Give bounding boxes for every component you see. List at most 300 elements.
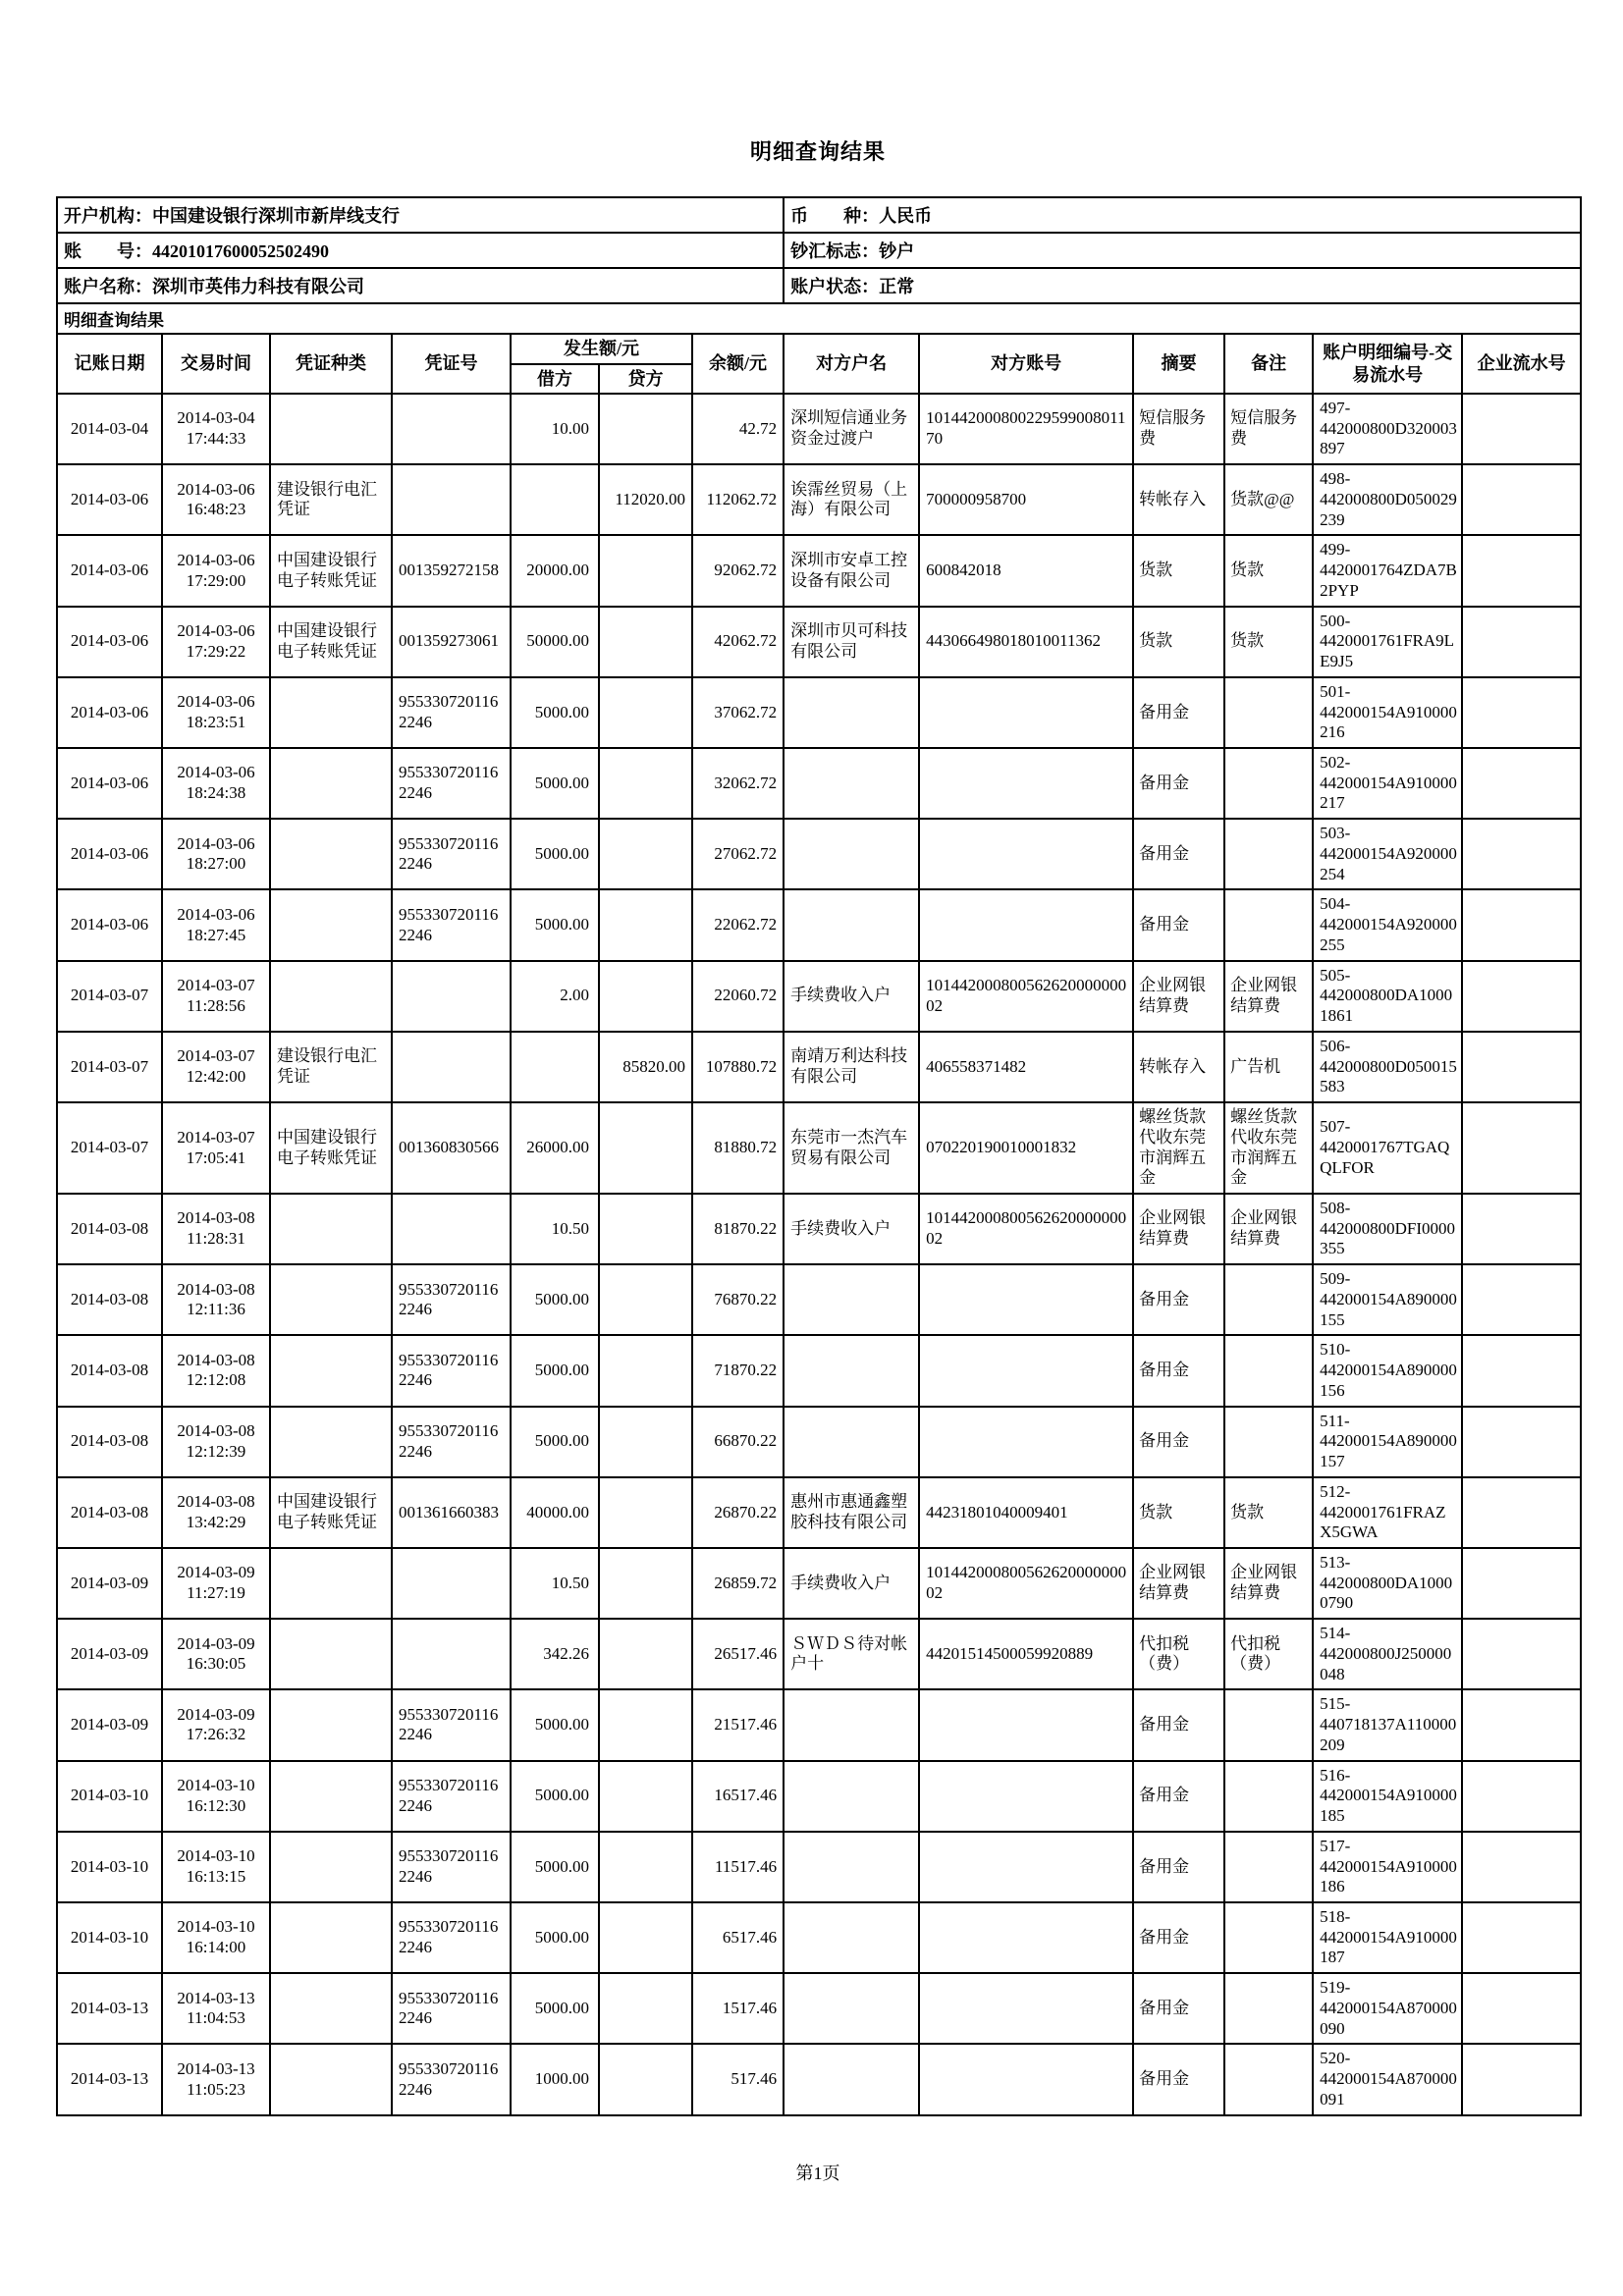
cell-enterprise_no [1462, 1973, 1581, 2044]
cell-date: 2014-03-08 [57, 1407, 162, 1477]
info-row [57, 268, 1581, 303]
cell-remark: 螺丝货款 代收东莞市润辉五金 [1224, 1102, 1313, 1194]
cell-enterprise_no [1462, 1102, 1581, 1194]
cell-detail_no: 516-442000154A910000185 [1313, 1761, 1462, 1832]
cell-enterprise_no [1462, 394, 1581, 464]
cell-enterprise_no [1462, 889, 1581, 960]
cell-debit: 5000.00 [511, 1335, 599, 1406]
cell-counterparty_account: 10144200080056262000000002 [919, 961, 1133, 1032]
cell-debit: 10.50 [511, 1548, 599, 1619]
cell-date: 2014-03-04 [57, 394, 162, 464]
cell-counterparty_account [919, 1832, 1133, 1902]
cell-credit [599, 1548, 692, 1619]
col-header-voucher-type: 凭证种类 [270, 334, 392, 394]
cell-remark [1224, 1264, 1313, 1335]
cell-voucher_no: 9553307201162246 [392, 819, 511, 889]
cell-detail_no: 518-442000154A910000187 [1313, 1902, 1462, 1973]
cell-voucher_no: 9553307201162246 [392, 1973, 511, 2044]
cell-date: 2014-03-13 [57, 1973, 162, 2044]
cell-time: 2014-03-04 17:44:33 [162, 394, 270, 464]
cell-credit [599, 1264, 692, 1335]
cell-counterparty_account: 44201514500059920889 [919, 1619, 1133, 1689]
cell-remark [1224, 819, 1313, 889]
col-header-detail-no: 账户明细编号-交易流水号 [1313, 334, 1462, 394]
cell-voucher_type [270, 677, 392, 748]
cell-summary: 备用金 [1133, 1407, 1224, 1477]
cell-voucher_type [270, 1335, 392, 1406]
cell-counterparty_name: 手续费收入户 [784, 1548, 919, 1619]
cell-date: 2014-03-10 [57, 1761, 162, 1832]
cell-detail_no: 508-442000800DFI0000355 [1313, 1194, 1462, 1264]
cell-detail_no: 513-442000800DA10000790 [1313, 1548, 1462, 1619]
cell-remark [1224, 889, 1313, 960]
cell-credit [599, 1335, 692, 1406]
account-info-section [57, 197, 1581, 394]
col-header-amount-group: 发生额/元 [511, 334, 692, 364]
cell-voucher_no: 9553307201162246 [392, 2044, 511, 2114]
cell-enterprise_no [1462, 1832, 1581, 1902]
col-header-debit: 借方 [511, 364, 599, 395]
cell-counterparty_name: 手续费收入户 [784, 961, 919, 1032]
cell-date: 2014-03-06 [57, 889, 162, 960]
page-title: 明细查询结果 [749, 139, 886, 164]
cell-enterprise_no [1462, 961, 1581, 1032]
cell-debit: 5000.00 [511, 819, 599, 889]
cell-time: 2014-03-07 12:42:00 [162, 1032, 270, 1102]
cell-voucher_type [270, 1194, 392, 1264]
cell-time: 2014-03-13 11:05:23 [162, 2044, 270, 2114]
cell-counterparty_account: 700000958700 [919, 464, 1133, 535]
cell-remark [1224, 1335, 1313, 1406]
cell-counterparty_account: 10144200080022959900801170 [919, 394, 1133, 464]
cell-debit: 40000.00 [511, 1477, 599, 1548]
cell-counterparty_account [919, 2044, 1133, 2114]
cell-summary: 企业网银结算费 [1133, 961, 1224, 1032]
cell-credit [599, 1902, 692, 1973]
cell-detail_no: 520-442000154A870000091 [1313, 2044, 1462, 2114]
cell-counterparty_name [784, 2044, 919, 2114]
cell-counterparty_name [784, 677, 919, 748]
cell-counterparty_account: 406558371482 [919, 1032, 1133, 1102]
cell-date: 2014-03-09 [57, 1689, 162, 1760]
cell-detail_no: 514-442000800J250000048 [1313, 1619, 1462, 1689]
cell-time: 2014-03-07 17:05:41 [162, 1102, 270, 1194]
cell-time: 2014-03-09 16:30:05 [162, 1619, 270, 1689]
cell-date: 2014-03-06 [57, 748, 162, 819]
info-cell-cash-flag [784, 233, 1581, 268]
cell-remark [1224, 748, 1313, 819]
info-value: 深圳市英伟力科技有限公司 [152, 277, 364, 296]
cell-voucher_no: 9553307201162246 [392, 1407, 511, 1477]
cell-time: 2014-03-08 12:12:08 [162, 1335, 270, 1406]
cell-remark [1224, 1407, 1313, 1477]
cell-enterprise_no [1462, 1902, 1581, 1973]
cell-summary: 企业网银结算费 [1133, 1194, 1224, 1264]
cell-voucher_type [270, 961, 392, 1032]
cell-date: 2014-03-07 [57, 961, 162, 1032]
cell-balance: 32062.72 [692, 748, 784, 819]
cell-date: 2014-03-06 [57, 535, 162, 606]
cell-detail_no: 506-442000800D050015583 [1313, 1032, 1462, 1102]
cell-detail_no: 515-440718137A110000209 [1313, 1689, 1462, 1760]
cell-voucher_type [270, 748, 392, 819]
cell-summary: 备用金 [1133, 1973, 1224, 2044]
cell-credit [599, 1973, 692, 2044]
cell-voucher_no: 9553307201162246 [392, 1335, 511, 1406]
cell-credit [599, 1102, 692, 1194]
cell-time: 2014-03-06 18:24:38 [162, 748, 270, 819]
cell-detail_no: 502-442000154A910000217 [1313, 748, 1462, 819]
cell-summary: 货款 [1133, 535, 1224, 606]
table-row [57, 1407, 1581, 1477]
cell-counterparty_name [784, 1973, 919, 2044]
cell-counterparty_name [784, 1335, 919, 1406]
table-row [57, 1973, 1581, 2044]
header-row-top [57, 334, 1581, 364]
cell-counterparty_name: 南靖万利达科技有限公司 [784, 1032, 919, 1102]
cell-credit [599, 1407, 692, 1477]
cell-summary: 螺丝货款 代收东莞市润辉五金 [1133, 1102, 1224, 1194]
cell-summary: 代扣税（费） [1133, 1619, 1224, 1689]
cell-remark: 企业网银结算费 [1224, 961, 1313, 1032]
cell-enterprise_no [1462, 1761, 1581, 1832]
cell-time: 2014-03-07 11:28:56 [162, 961, 270, 1032]
col-header-date: 记账日期 [57, 334, 162, 394]
cell-time: 2014-03-06 18:27:00 [162, 819, 270, 889]
cell-counterparty_account [919, 1335, 1133, 1406]
cell-voucher_no [392, 1548, 511, 1619]
cell-enterprise_no [1462, 1032, 1581, 1102]
cell-enterprise_no [1462, 2044, 1581, 2114]
cell-detail_no: 512-4420001761FRAZX5GWA [1313, 1477, 1462, 1548]
transactions-body [57, 394, 1581, 2115]
cell-summary: 企业网银结算费 [1133, 1548, 1224, 1619]
info-label: 账户状态： [790, 277, 880, 296]
info-value: 人民币 [879, 206, 933, 226]
cell-summary: 备用金 [1133, 1832, 1224, 1902]
cell-time: 2014-03-10 16:12:30 [162, 1761, 270, 1832]
table-row [57, 819, 1581, 889]
cell-counterparty_name [784, 819, 919, 889]
cell-counterparty_account: 44231801040009401 [919, 1477, 1133, 1548]
cell-remark: 货款@@ [1224, 464, 1313, 535]
cell-debit: 5000.00 [511, 1902, 599, 1973]
cell-voucher_no: 9553307201162246 [392, 1902, 511, 1973]
cell-balance: 42.72 [692, 394, 784, 464]
cell-balance: 21517.46 [692, 1689, 784, 1760]
cell-detail_no: 517-442000154A910000186 [1313, 1832, 1462, 1902]
cell-enterprise_no [1462, 607, 1581, 677]
info-label: 开户机构： [64, 206, 152, 226]
table-row [57, 1264, 1581, 1335]
cell-credit [599, 1619, 692, 1689]
table-row [57, 1194, 1581, 1264]
cell-counterparty_account [919, 748, 1133, 819]
cell-date: 2014-03-07 [57, 1102, 162, 1194]
cell-voucher_type [270, 1264, 392, 1335]
cell-credit [599, 889, 692, 960]
info-row [57, 233, 1581, 268]
cell-debit: 26000.00 [511, 1102, 599, 1194]
cell-date: 2014-03-09 [57, 1548, 162, 1619]
cell-debit: 20000.00 [511, 535, 599, 606]
cell-credit [599, 394, 692, 464]
info-label: 币 种： [790, 206, 880, 226]
info-cell-currency [784, 197, 1581, 233]
cell-balance: 26517.46 [692, 1619, 784, 1689]
cell-debit: 5000.00 [511, 1264, 599, 1335]
cell-summary: 备用金 [1133, 889, 1224, 960]
cell-debit: 5000.00 [511, 1973, 599, 2044]
cell-credit [599, 1832, 692, 1902]
cell-date: 2014-03-08 [57, 1194, 162, 1264]
table-row [57, 394, 1581, 464]
cell-balance: 26870.22 [692, 1477, 784, 1548]
table-row [57, 889, 1581, 960]
cell-date: 2014-03-13 [57, 2044, 162, 2114]
table-row [57, 1548, 1581, 1619]
cell-remark: 代扣税（费） [1224, 1619, 1313, 1689]
info-cell-bank [57, 197, 784, 233]
cell-remark [1224, 1902, 1313, 1973]
info-value: 钞户 [879, 241, 915, 261]
cell-voucher_type [270, 2044, 392, 2114]
cell-counterparty_account [919, 1407, 1133, 1477]
cell-counterparty_account [919, 1761, 1133, 1832]
cell-summary: 货款 [1133, 607, 1224, 677]
cell-time: 2014-03-09 17:26:32 [162, 1689, 270, 1760]
cell-balance: 1517.46 [692, 1973, 784, 2044]
cell-counterparty_account: 10144200080056262000000002 [919, 1548, 1133, 1619]
table-row [57, 2044, 1581, 2114]
table-row [57, 464, 1581, 535]
cell-date: 2014-03-09 [57, 1619, 162, 1689]
cell-balance: 11517.46 [692, 1832, 784, 1902]
cell-time: 2014-03-08 13:42:29 [162, 1477, 270, 1548]
cell-counterparty_account [919, 1973, 1133, 2044]
cell-counterparty_name: 深圳短信通业务资金过渡户 [784, 394, 919, 464]
cell-counterparty_account [919, 819, 1133, 889]
cell-credit [599, 748, 692, 819]
cell-voucher_no [392, 1194, 511, 1264]
cell-voucher_type [270, 1548, 392, 1619]
info-cell-account-name [57, 268, 784, 303]
cell-remark: 货款 [1224, 1477, 1313, 1548]
cell-detail_no: 510-442000154A890000156 [1313, 1335, 1462, 1406]
cell-balance: 26859.72 [692, 1548, 784, 1619]
cell-voucher_type: 中国建设银行电子转账凭证 [270, 1477, 392, 1548]
cell-balance: 37062.72 [692, 677, 784, 748]
cell-counterparty_account [919, 1264, 1133, 1335]
cell-credit [599, 1194, 692, 1264]
cell-date: 2014-03-08 [57, 1335, 162, 1406]
cell-debit: 5000.00 [511, 677, 599, 748]
cell-detail_no: 519-442000154A870000090 [1313, 1973, 1462, 2044]
cell-detail_no: 499-4420001764ZDA7B2PYP [1313, 535, 1462, 606]
cell-balance: 71870.22 [692, 1335, 784, 1406]
cell-balance: 22062.72 [692, 889, 784, 960]
cell-debit: 5000.00 [511, 1689, 599, 1760]
cell-debit [511, 1032, 599, 1102]
cell-summary: 转帐存入 [1133, 1032, 1224, 1102]
cell-summary: 备用金 [1133, 1902, 1224, 1973]
col-header-counterparty-name: 对方户名 [784, 334, 919, 394]
cell-summary: 备用金 [1133, 1264, 1224, 1335]
cell-voucher_no: 001359272158 [392, 535, 511, 606]
cell-date: 2014-03-06 [57, 819, 162, 889]
table-row [57, 1832, 1581, 1902]
cell-detail_no: 498-442000800D050029239 [1313, 464, 1462, 535]
cell-remark [1224, 2044, 1313, 2114]
cell-summary: 备用金 [1133, 1335, 1224, 1406]
cell-summary: 备用金 [1133, 748, 1224, 819]
cell-counterparty_name [784, 1689, 919, 1760]
cell-date: 2014-03-08 [57, 1264, 162, 1335]
cell-date: 2014-03-06 [57, 677, 162, 748]
cell-counterparty_name: 手续费收入户 [784, 1194, 919, 1264]
cell-voucher_type [270, 1407, 392, 1477]
cell-balance: 42062.72 [692, 607, 784, 677]
cell-balance: 66870.22 [692, 1407, 784, 1477]
cell-enterprise_no [1462, 1689, 1581, 1760]
cell-counterparty_account: 443066498018010011362 [919, 607, 1133, 677]
cell-date: 2014-03-08 [57, 1477, 162, 1548]
cell-voucher_type [270, 1619, 392, 1689]
cell-balance: 92062.72 [692, 535, 784, 606]
cell-balance: 16517.46 [692, 1761, 784, 1832]
cell-voucher_type [270, 1832, 392, 1902]
cell-credit [599, 961, 692, 1032]
cell-remark: 货款 [1224, 607, 1313, 677]
cell-debit: 5000.00 [511, 889, 599, 960]
cell-voucher_type: 中国建设银行电子转账凭证 [270, 607, 392, 677]
cell-date: 2014-03-06 [57, 464, 162, 535]
cell-counterparty_name [784, 1832, 919, 1902]
cell-time: 2014-03-08 11:28:31 [162, 1194, 270, 1264]
cell-counterparty_account [919, 677, 1133, 748]
cell-time: 2014-03-13 11:04:53 [162, 1973, 270, 2044]
cell-voucher_type [270, 394, 392, 464]
cell-summary: 货款 [1133, 1477, 1224, 1548]
cell-detail_no: 507-4420001767TGAQQLFOR [1313, 1102, 1462, 1194]
table-row [57, 1761, 1581, 1832]
cell-voucher_no: 001359273061 [392, 607, 511, 677]
cell-voucher_no: 9553307201162246 [392, 1264, 511, 1335]
cell-voucher_type [270, 1761, 392, 1832]
cell-counterparty_account: 10144200080056262000000002 [919, 1194, 1133, 1264]
cell-voucher_type [270, 1902, 392, 1973]
cell-remark: 广告机 [1224, 1032, 1313, 1102]
cell-detail_no: 505-442000800DA10001861 [1313, 961, 1462, 1032]
cell-credit [599, 535, 692, 606]
cell-summary: 备用金 [1133, 1761, 1224, 1832]
cell-detail_no: 497-442000800D320003897 [1313, 394, 1462, 464]
cell-voucher_no: 9553307201162246 [392, 1689, 511, 1760]
cell-debit: 342.26 [511, 1619, 599, 1689]
info-value: 中国建设银行深圳市新岸线支行 [152, 206, 400, 226]
cell-remark [1224, 1973, 1313, 2044]
cell-enterprise_no [1462, 819, 1581, 889]
page-footer: 第1页 [795, 2163, 840, 2183]
table-row [57, 535, 1581, 606]
cell-counterparty_name [784, 1407, 919, 1477]
cell-counterparty_account [919, 889, 1133, 960]
col-header-summary: 摘要 [1133, 334, 1224, 394]
cell-credit [599, 819, 692, 889]
info-label: 账户名称： [64, 277, 152, 296]
cell-voucher_no [392, 1032, 511, 1102]
cell-voucher_no [392, 464, 511, 535]
cell-detail_no: 509-442000154A890000155 [1313, 1264, 1462, 1335]
cell-voucher_no: 9553307201162246 [392, 1832, 511, 1902]
cell-time: 2014-03-08 12:12:39 [162, 1407, 270, 1477]
cell-voucher_type: 中国建设银行电子转账凭证 [270, 535, 392, 606]
table-row [57, 1477, 1581, 1548]
cell-time: 2014-03-06 16:48:23 [162, 464, 270, 535]
col-header-remark: 备注 [1224, 334, 1313, 394]
cell-voucher_type: 中国建设银行电子转账凭证 [270, 1102, 392, 1194]
cell-summary: 短信服务费 [1133, 394, 1224, 464]
info-value: 正常 [879, 277, 915, 296]
table-row [57, 1689, 1581, 1760]
col-header-balance: 余额/元 [692, 334, 784, 394]
cell-counterparty_name: ＳＷＤＳ待对帐户十 [784, 1619, 919, 1689]
cell-counterparty_name [784, 1902, 919, 1973]
cell-remark [1224, 1761, 1313, 1832]
cell-date: 2014-03-10 [57, 1902, 162, 1973]
cell-debit: 10.50 [511, 1194, 599, 1264]
cell-enterprise_no [1462, 464, 1581, 535]
cell-detail_no: 503-442000154A920000254 [1313, 819, 1462, 889]
cell-voucher_no: 001360830566 [392, 1102, 511, 1194]
cell-voucher_no: 9553307201162246 [392, 677, 511, 748]
col-header-counterparty-account: 对方账号 [919, 334, 1133, 394]
cell-voucher_no: 9553307201162246 [392, 889, 511, 960]
cell-enterprise_no [1462, 1264, 1581, 1335]
cell-counterparty_name [784, 889, 919, 960]
cell-time: 2014-03-09 11:27:19 [162, 1548, 270, 1619]
cell-remark: 货款 [1224, 535, 1313, 606]
col-header-enterprise-no: 企业流水号 [1462, 334, 1581, 394]
cell-enterprise_no [1462, 1407, 1581, 1477]
cell-balance: 27062.72 [692, 819, 784, 889]
cell-voucher_no: 9553307201162246 [392, 748, 511, 819]
cell-summary: 备用金 [1133, 2044, 1224, 2114]
col-header-time: 交易时间 [162, 334, 270, 394]
cell-credit: 85820.00 [599, 1032, 692, 1102]
cell-counterparty_account: 070220190010001832 [919, 1102, 1133, 1194]
cell-debit: 50000.00 [511, 607, 599, 677]
cell-enterprise_no [1462, 1619, 1581, 1689]
cell-remark [1224, 1689, 1313, 1760]
cell-counterparty_name [784, 1761, 919, 1832]
cell-counterparty_name: 深圳市贝可科技有限公司 [784, 607, 919, 677]
cell-date: 2014-03-06 [57, 607, 162, 677]
info-cell-account-number [57, 233, 784, 268]
cell-credit [599, 677, 692, 748]
cell-time: 2014-03-10 16:13:15 [162, 1832, 270, 1902]
col-header-voucher-no: 凭证号 [392, 334, 511, 394]
cell-voucher_no [392, 1619, 511, 1689]
cell-enterprise_no [1462, 1548, 1581, 1619]
cell-voucher_type [270, 889, 392, 960]
cell-debit: 5000.00 [511, 748, 599, 819]
cell-balance: 6517.46 [692, 1902, 784, 1973]
cell-balance: 81880.72 [692, 1102, 784, 1194]
cell-time: 2014-03-10 16:14:00 [162, 1902, 270, 1973]
cell-debit: 1000.00 [511, 2044, 599, 2114]
info-cell-account-status [784, 268, 1581, 303]
